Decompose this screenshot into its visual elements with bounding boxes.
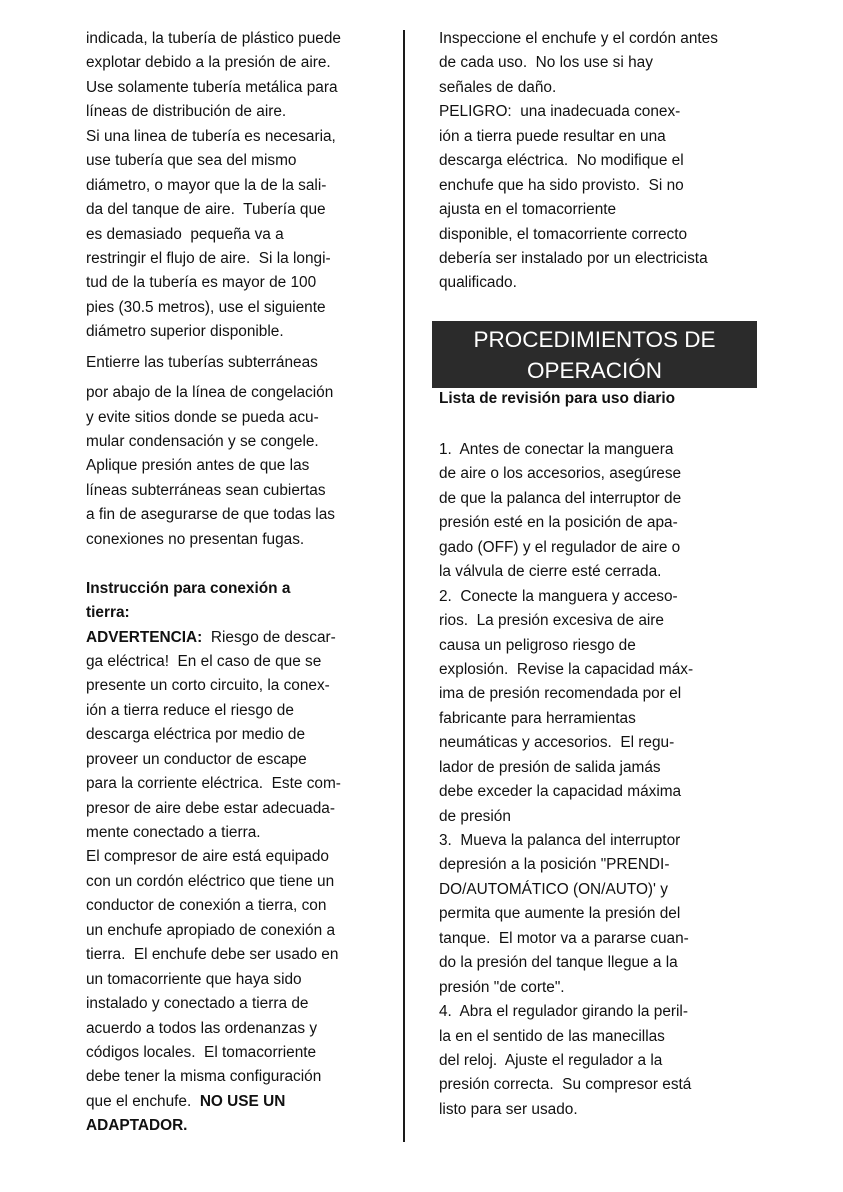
adapter-bold-line: ADAPTADOR. (86, 1117, 188, 1135)
text-line: diámetro, o mayor que la de la sali- (86, 176, 327, 194)
text-line: a fin de asegurarse de que todas las (86, 506, 335, 524)
step-line: DO/AUTOMÁTICO (ON/AUTO)' y (439, 880, 668, 898)
text-line: indicada, la tubería de plástico puede (86, 30, 341, 47)
text-line: conexiones no presentan fugas. (86, 530, 305, 548)
text-line: El compresor de aire está equipado (86, 848, 329, 866)
text-line: y evite sitios donde se pueda acu- (86, 408, 319, 426)
heading-line: Instrucción para conexión a (86, 579, 291, 597)
text-line: debe tener la misma configuración (86, 1068, 322, 1086)
step-line: presión esté en la posición de apa- (439, 514, 678, 532)
step-line: de aire o los accesorios, asegúrese (439, 465, 682, 483)
text-line: líneas subterráneas sean cubiertas (86, 481, 326, 499)
text-line: qualificado. (439, 274, 517, 292)
no-adapter-line (86, 1090, 386, 1114)
step-line: de presión (439, 807, 511, 825)
step-line: rios. La presión excesiva de aire (439, 612, 664, 630)
text-line: enchufe que ha sido provisto. Si no (439, 176, 684, 194)
paragraph-bury-pipes (86, 351, 386, 375)
text-line: debería ser instalado por un electricista (439, 249, 708, 267)
step-line: lador de presión de salida jamás (439, 758, 661, 776)
paragraph-plastic-pipe (86, 27, 386, 345)
text-line: pies (30.5 metros), use el siguiente (86, 298, 326, 316)
text-line: por abajo de la línea de congelación (86, 384, 334, 402)
text-line: PELIGRO: una inadecuada conex- (439, 103, 681, 121)
text-line: señales de daño. (439, 78, 557, 96)
paragraph-grounding (86, 650, 386, 1090)
text-line: presente un corto circuito, la conex- (86, 677, 330, 695)
right-column-top (439, 27, 761, 296)
step-line: explosión. Revise la capacidad máx- (439, 660, 694, 678)
text-line: explotar debido a la presión de aire. (86, 54, 331, 72)
heading-line: tierra: (86, 604, 130, 622)
text-line: ga eléctrica! En el caso de que se (86, 652, 322, 670)
text-line: códigos locales. El tomacorriente (86, 1043, 317, 1061)
text-line: proveer un conductor de escape (86, 750, 307, 768)
warning-first-text: Riesgo de descar- (202, 628, 336, 646)
banner-line-1: PROCEDIMIENTOS DE (473, 327, 716, 352)
operation-steps (439, 438, 761, 1122)
step-line: presión "de corte". (439, 978, 565, 996)
banner-line-2: OPERACIÓN (526, 358, 663, 383)
step-line: presión correcta. Su compresor está (439, 1076, 692, 1094)
paragraph-freeze-line (86, 381, 386, 552)
text-line: mente conectado a tierra. (86, 824, 261, 841)
warning-first-line (86, 626, 386, 650)
step-line: listo para ser usado. (439, 1100, 578, 1118)
no-adapter-bold: NO USE UN (199, 1092, 286, 1110)
text-line: ión a tierra puede resultar en una (439, 127, 666, 145)
text-line: es demasiado pequeña va a (86, 225, 284, 243)
step-line: 1. Antes de conectar la manguera (439, 441, 674, 458)
text-line: da del tanque de aire. Tubería que (86, 201, 326, 219)
text-line: restringir el flujo de aire. Si la longi- (86, 249, 331, 267)
text-line: con un cordón eléctrico que tiene un (86, 872, 335, 890)
column-divider (403, 30, 405, 1142)
text-line: de cada uso. No los use si hay (439, 54, 653, 72)
text-line: un tomacorriente que haya sido (86, 970, 302, 988)
step-line: 3. Mueva la palanca del interruptor (439, 832, 681, 849)
step-line: neumáticas y accesorios. El regu- (439, 734, 675, 752)
step-line: del reloj. Ajuste el regulador a la (439, 1051, 663, 1069)
text-line: para la corriente eléctrica. Este com- (86, 775, 341, 793)
text-line: tierra. El enchufe debe ser usado en (86, 946, 339, 964)
step-line: la en el sentido de las manecillas (439, 1027, 665, 1045)
operation-procedures-banner (432, 321, 757, 388)
daily-checklist-heading: Lista de revisión para uso diario (439, 390, 676, 407)
text-line: Use solamente tubería metálica para (86, 78, 338, 96)
text-line: acuerdo a todos las ordenanzas y (86, 1019, 318, 1037)
text-line: ión a tierra reduce el riesgo de (86, 701, 294, 719)
step-line: debe exceder la capacidad máxima (439, 783, 682, 801)
step-line: depresión a la posición "PRENDI- (439, 856, 670, 874)
step-line: ima de presión recomendada por el (439, 685, 682, 703)
text-line: presor de aire debe estar adecuada- (86, 799, 335, 817)
text-line: instalado y conectado a tierra de (86, 995, 309, 1013)
text-line: mular condensación y se congele. (86, 433, 319, 450)
step-line: gado (OFF) y el regulador de aire o (439, 538, 681, 556)
text-line: disponible, el tomacorriente correcto (439, 225, 688, 243)
text-line: un enchufe apropiado de conexión a (86, 921, 336, 939)
step-line: la válvula de cierre esté cerrada. (439, 563, 662, 581)
text-line: Inspeccione el enchufe y el cordón antes (439, 30, 718, 47)
step-line: causa un peligroso riesgo de (439, 636, 636, 654)
step-line: do la presión del tanque llegue a la (439, 954, 678, 972)
text-line: líneas de distribución de aire. (86, 103, 287, 121)
paragraph-plug-inspection (439, 27, 761, 296)
no-adapter-text: que el enchufe. (86, 1092, 200, 1110)
text-line: tud de la tubería es mayor de 100 (86, 274, 317, 292)
text-line: ajusta en el tomacorriente (439, 201, 617, 219)
text-line: use tubería que sea del mismo (86, 152, 297, 170)
step-line: fabricante para herramientas (439, 709, 636, 727)
left-column (86, 27, 386, 1139)
step-line: 4. Abra el regulador girando la peril- (439, 1003, 688, 1021)
grounding-heading (86, 577, 386, 626)
text-line: Aplique presión antes de que las (86, 457, 310, 475)
text-line: descarga eléctrica por medio de (86, 726, 306, 744)
step-line: de que la palanca del interruptor de (439, 489, 682, 507)
text-line: Entierre las tuberías subterráneas (86, 353, 318, 371)
steps-list (439, 438, 761, 1122)
text-line: descarga eléctrica. No modifique el (439, 152, 684, 170)
step-line: 2. Conecte la manguera y acceso- (439, 587, 678, 605)
step-line: tanque. El motor va a pararse cuan- (439, 929, 689, 947)
warning-label: ADVERTENCIA: (86, 628, 203, 646)
step-line: permita que aumente la presión del (439, 905, 681, 923)
text-line: Si una linea de tubería es necesaria, (86, 127, 336, 145)
text-line: conductor de conexión a tierra, con (86, 897, 327, 915)
text-line: diámetro superior disponible. (86, 323, 284, 341)
